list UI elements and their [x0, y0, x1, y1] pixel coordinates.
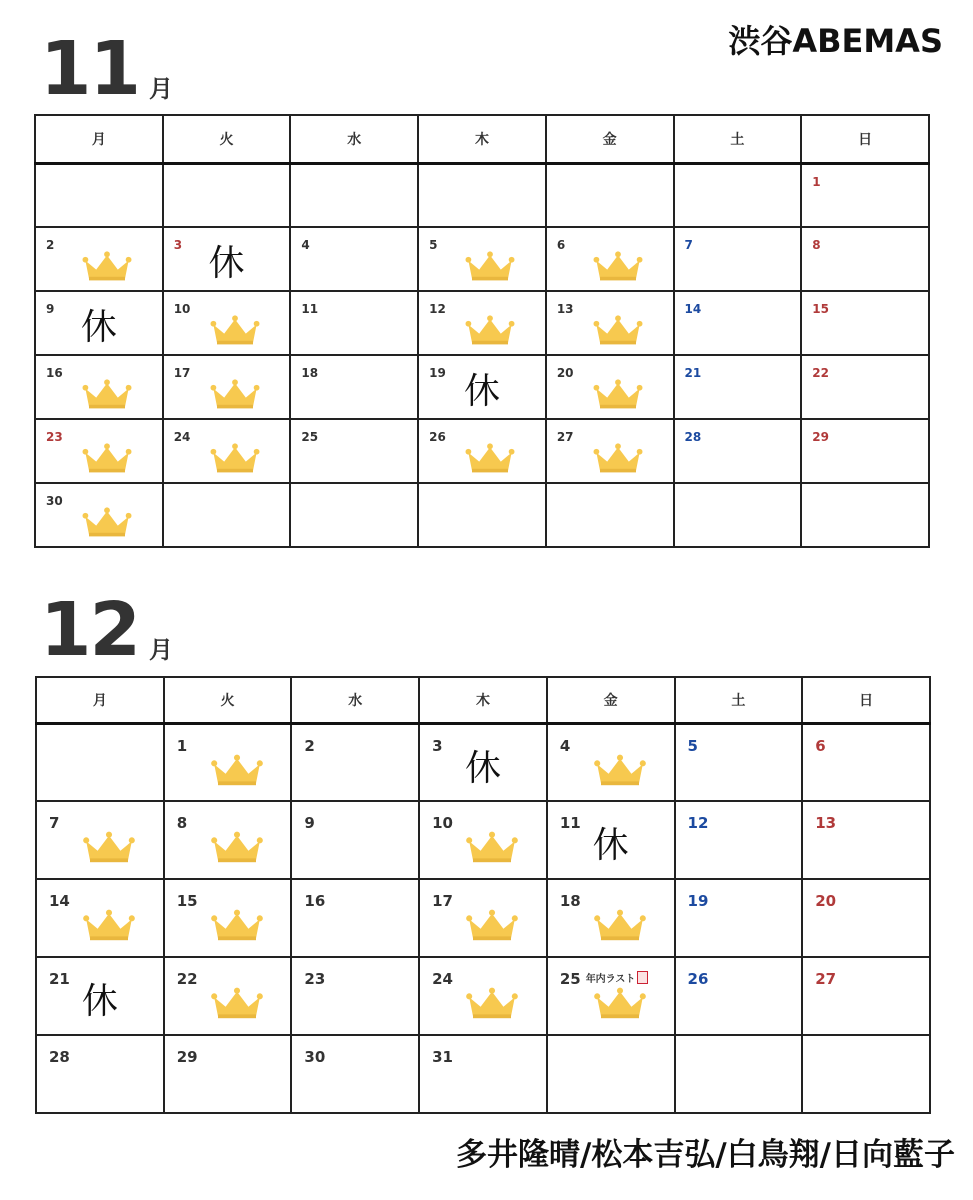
week-row	[35, 291, 929, 355]
day-number-text: 13	[815, 814, 837, 832]
day-cell[interactable]	[164, 1035, 292, 1113]
day-number-text: 27	[556, 430, 574, 444]
rest-label: 休	[463, 371, 500, 412]
day-number	[432, 814, 453, 832]
day-number	[46, 366, 63, 380]
day-number-text: 16	[304, 892, 326, 910]
crown-icon	[591, 906, 649, 944]
rest-label: 休	[80, 307, 117, 348]
week-row	[35, 163, 929, 227]
day-cell[interactable]	[418, 291, 546, 355]
crown-icon	[208, 828, 266, 866]
day-number	[685, 302, 702, 316]
day-cell[interactable]	[801, 355, 929, 419]
crown-icon	[590, 376, 646, 412]
day-cell[interactable]	[547, 723, 675, 801]
rest-label: 休	[464, 747, 501, 789]
empty-cell	[35, 163, 163, 227]
weekday-header: 金	[546, 115, 674, 163]
week-row	[36, 1035, 930, 1113]
week-row	[35, 355, 929, 419]
crown-icon	[208, 751, 266, 789]
weekday-header: 土	[674, 115, 802, 163]
day-number	[177, 814, 187, 832]
day-number-text: 6	[556, 238, 566, 252]
day-number	[174, 366, 191, 380]
crown-icon	[79, 376, 135, 412]
day-number-text: 14	[684, 302, 702, 316]
day-number	[812, 238, 820, 252]
day-cell[interactable]	[36, 801, 164, 879]
day-number	[557, 238, 565, 252]
day-number-text: 6	[815, 736, 826, 755]
day-cell[interactable]	[36, 957, 164, 1035]
day-number-text: 27	[815, 970, 837, 988]
day-cell[interactable]	[801, 291, 929, 355]
empty-cell	[675, 1035, 803, 1113]
month-number: 11	[40, 26, 139, 112]
day-number	[688, 814, 709, 832]
day-cell[interactable]	[546, 227, 674, 291]
crown-icon	[462, 440, 518, 476]
day-number-text: 19	[687, 892, 709, 910]
weekday-header: 月	[35, 115, 163, 163]
day-number-text: 23	[304, 970, 326, 988]
day-number	[301, 238, 309, 252]
day-number-text: 26	[687, 970, 709, 988]
weekday-header: 火	[164, 677, 292, 723]
day-cell[interactable]	[675, 723, 803, 801]
day-number-text: 28	[49, 1048, 70, 1066]
day-number-text: 7	[684, 238, 693, 252]
day-number	[304, 1048, 325, 1066]
day-number	[685, 366, 702, 380]
day-number-text: 24	[173, 430, 191, 444]
day-cell[interactable]	[674, 355, 802, 419]
day-number	[429, 430, 446, 444]
day-number-text: 12	[687, 814, 709, 832]
day-cell[interactable]	[419, 801, 547, 879]
day-number-text: 19	[429, 366, 446, 380]
day-number	[46, 494, 63, 508]
crown-icon	[591, 984, 649, 1022]
crown-icon	[463, 906, 521, 944]
day-cell[interactable]	[291, 1035, 419, 1113]
day-number	[815, 892, 836, 910]
week-row	[36, 801, 930, 879]
crown-icon	[207, 312, 263, 348]
day-number-text: 13	[556, 302, 574, 316]
day-number-text: 22	[812, 366, 829, 380]
day-number-text: 5	[429, 238, 438, 252]
day-number	[432, 737, 442, 755]
day-number	[812, 302, 829, 316]
day-number-text: 2	[46, 238, 55, 252]
day-number-text: 30	[46, 494, 63, 508]
empty-cell	[546, 163, 674, 227]
empty-cell	[163, 483, 291, 547]
day-cell[interactable]	[290, 355, 418, 419]
day-cell[interactable]	[802, 879, 930, 957]
day-cell[interactable]	[674, 227, 802, 291]
day-number-text: 14	[49, 892, 70, 910]
empty-cell	[802, 1035, 930, 1113]
week-row	[35, 483, 929, 547]
day-number-text: 15	[812, 302, 829, 316]
day-number	[177, 970, 198, 988]
day-number-text: 30	[304, 1048, 326, 1066]
day-cell[interactable]	[164, 723, 292, 801]
day-number	[812, 175, 820, 189]
crown-icon	[463, 828, 521, 866]
week-row	[36, 723, 930, 801]
day-cell[interactable]	[801, 227, 929, 291]
day-number-text: 10	[432, 814, 453, 832]
rest-label: 休	[592, 825, 629, 866]
weekday-header: 木	[419, 677, 547, 723]
week-row	[35, 419, 929, 483]
crown-icon	[591, 751, 649, 789]
day-number	[304, 737, 314, 755]
day-cell[interactable]	[164, 879, 292, 957]
day-number-text: 3	[432, 736, 443, 755]
day-cell[interactable]	[418, 419, 546, 483]
day-cell[interactable]	[163, 227, 291, 291]
day-number	[432, 1048, 453, 1066]
day-cell[interactable]	[547, 801, 675, 879]
day-number-text: 20	[815, 892, 837, 910]
day-cell[interactable]	[35, 483, 163, 547]
day-number-text: 28	[684, 430, 702, 444]
empty-cell	[163, 163, 291, 227]
day-number-text: 4	[559, 736, 571, 755]
day-cell[interactable]	[674, 291, 802, 355]
day-cell[interactable]	[547, 879, 675, 957]
day-cell[interactable]	[35, 227, 163, 291]
day-cell[interactable]	[163, 355, 291, 419]
day-cell[interactable]	[547, 957, 675, 1035]
day-cell[interactable]	[163, 291, 291, 355]
day-number-text: 29	[812, 430, 829, 444]
day-number-text: 31	[432, 1048, 453, 1066]
day-number	[49, 892, 70, 910]
day-number-text: 9	[304, 814, 315, 832]
day-number	[301, 366, 318, 380]
day-number	[557, 366, 574, 380]
crown-icon	[462, 312, 518, 348]
day-number-text: 9	[46, 302, 55, 316]
empty-cell	[418, 483, 546, 547]
day-cell[interactable]	[546, 355, 674, 419]
day-cell[interactable]	[35, 419, 163, 483]
day-number	[685, 430, 702, 444]
day-number	[174, 238, 182, 252]
day-number	[177, 737, 187, 755]
day-number	[560, 892, 581, 910]
day-number	[432, 892, 453, 910]
day-number	[429, 366, 446, 380]
day-cell[interactable]	[675, 801, 803, 879]
week-row	[35, 227, 929, 291]
month-unit: 月	[148, 636, 173, 664]
day-number-text: 8	[812, 238, 821, 252]
december-calendar	[35, 676, 931, 1114]
day-number-text: 25	[301, 430, 319, 444]
day-number-text: 17	[173, 366, 191, 380]
day-number	[815, 737, 825, 755]
weekday-header: 金	[547, 677, 675, 723]
weekday-header: 水	[290, 115, 418, 163]
crown-icon	[79, 248, 135, 284]
day-number	[688, 970, 709, 988]
empty-cell	[674, 483, 802, 547]
day-number-text: 15	[176, 892, 198, 910]
day-number	[49, 1048, 70, 1066]
week-row	[36, 879, 930, 957]
day-number	[560, 737, 570, 755]
day-number	[560, 814, 581, 832]
day-number-text: 24	[432, 970, 453, 988]
day-cell[interactable]	[291, 957, 419, 1035]
day-cell[interactable]	[163, 419, 291, 483]
day-number	[174, 302, 191, 316]
day-number-text: 12	[429, 302, 446, 316]
day-cell[interactable]	[164, 801, 292, 879]
crown-icon	[208, 984, 266, 1022]
crown-icon	[207, 376, 263, 412]
month-number: 12	[40, 587, 139, 673]
day-number-text: 10	[173, 302, 191, 316]
day-cell[interactable]	[801, 163, 929, 227]
day-number	[46, 302, 54, 316]
crown-icon	[462, 248, 518, 284]
calendar-page-icon	[637, 971, 648, 984]
day-number	[688, 737, 698, 755]
day-number	[429, 238, 437, 252]
day-cell[interactable]	[802, 957, 930, 1035]
empty-cell	[547, 1035, 675, 1113]
weekday-header: 月	[36, 677, 164, 723]
day-number-text: 20	[556, 366, 574, 380]
day-number	[49, 970, 70, 988]
crown-icon	[208, 906, 266, 944]
day-number-text: 22	[176, 970, 198, 988]
day-cell[interactable]	[546, 291, 674, 355]
crown-icon	[80, 906, 138, 944]
empty-cell	[290, 483, 418, 547]
day-number	[815, 970, 836, 988]
day-number	[46, 430, 63, 444]
day-number	[685, 238, 693, 252]
day-number-text: 1	[812, 174, 821, 189]
day-cell[interactable]	[164, 957, 292, 1035]
day-number	[177, 1048, 198, 1066]
day-number-text: 18	[301, 366, 319, 380]
empty-cell	[801, 483, 929, 547]
day-cell[interactable]	[36, 879, 164, 957]
day-cell[interactable]	[418, 355, 546, 419]
day-cell[interactable]	[674, 419, 802, 483]
day-number	[46, 238, 54, 252]
member-list: 多井隆晴/松本吉弘/白鳥翔/日向藍子	[456, 1137, 955, 1173]
day-note: 年内ラスト	[585, 974, 636, 985]
weekday-header: 火	[163, 115, 291, 163]
day-number	[812, 366, 829, 380]
empty-cell	[674, 163, 802, 227]
day-number-text: 18	[559, 892, 581, 910]
day-cell[interactable]	[419, 957, 547, 1035]
rest-label: 休	[81, 981, 118, 1022]
day-number-text: 11	[301, 302, 319, 316]
empty-cell	[546, 483, 674, 547]
crown-icon	[590, 440, 646, 476]
day-number	[177, 892, 198, 910]
day-number-text: 21	[49, 970, 70, 988]
november-title	[40, 26, 173, 112]
day-number-text: 26	[429, 430, 446, 444]
day-cell[interactable]	[802, 801, 930, 879]
day-number-text: 2	[304, 736, 315, 755]
week-row	[36, 957, 930, 1035]
day-number	[301, 302, 318, 316]
day-number-text: 11	[559, 814, 581, 832]
day-cell[interactable]	[801, 419, 929, 483]
day-cell[interactable]	[290, 227, 418, 291]
weekday-header: 木	[418, 115, 546, 163]
empty-cell	[418, 163, 546, 227]
day-number-text: 8	[176, 814, 188, 832]
crown-icon	[79, 504, 135, 540]
rest-label: 休	[208, 243, 245, 284]
day-cell[interactable]	[419, 1035, 547, 1113]
day-cell[interactable]	[35, 355, 163, 419]
crown-icon	[207, 440, 263, 476]
day-number-text: 29	[176, 1048, 198, 1066]
day-cell[interactable]	[290, 291, 418, 355]
weekday-header: 水	[291, 677, 419, 723]
day-cell[interactable]	[419, 879, 547, 957]
day-number	[301, 430, 318, 444]
crown-icon	[590, 312, 646, 348]
day-cell[interactable]	[291, 879, 419, 957]
day-number-text: 3	[173, 238, 183, 252]
day-cell[interactable]	[418, 227, 546, 291]
day-number-text: 25	[559, 970, 581, 988]
crown-icon	[79, 440, 135, 476]
empty-cell	[36, 723, 164, 801]
day-number-text: 23	[46, 430, 63, 444]
day-number-text: 7	[49, 814, 60, 832]
day-cell[interactable]	[675, 879, 803, 957]
crown-icon	[463, 984, 521, 1022]
crown-icon	[80, 828, 138, 866]
day-number	[688, 892, 709, 910]
day-number-text: 17	[432, 892, 453, 910]
day-number	[304, 970, 325, 988]
day-number	[174, 430, 191, 444]
team-name: 渋谷ABEMAS	[728, 22, 943, 60]
day-number	[304, 892, 325, 910]
weekday-header: 土	[675, 677, 803, 723]
day-cell[interactable]	[35, 291, 163, 355]
day-number-text: 1	[176, 736, 188, 755]
day-number-text: 5	[687, 736, 698, 755]
day-number	[557, 430, 574, 444]
day-cell[interactable]	[36, 1035, 164, 1113]
day-number	[812, 430, 829, 444]
weekday-header: 日	[801, 115, 929, 163]
day-cell[interactable]	[546, 419, 674, 483]
day-number-text: 16	[46, 366, 63, 380]
day-number	[49, 814, 59, 832]
december-title	[40, 587, 173, 673]
day-cell[interactable]	[291, 723, 419, 801]
november-calendar	[34, 114, 930, 548]
crown-icon	[590, 248, 646, 284]
day-cell[interactable]	[802, 723, 930, 801]
day-number	[432, 970, 453, 988]
day-cell[interactable]	[291, 801, 419, 879]
day-cell[interactable]	[290, 419, 418, 483]
day-number	[815, 814, 836, 832]
day-number	[557, 302, 574, 316]
weekday-header: 日	[802, 677, 930, 723]
day-number-text: 21	[684, 366, 702, 380]
day-number	[429, 302, 446, 316]
day-number	[304, 814, 314, 832]
day-cell[interactable]	[419, 723, 547, 801]
day-cell[interactable]	[675, 957, 803, 1035]
month-unit: 月	[148, 75, 173, 103]
day-number-text: 4	[301, 238, 310, 252]
empty-cell	[290, 163, 418, 227]
